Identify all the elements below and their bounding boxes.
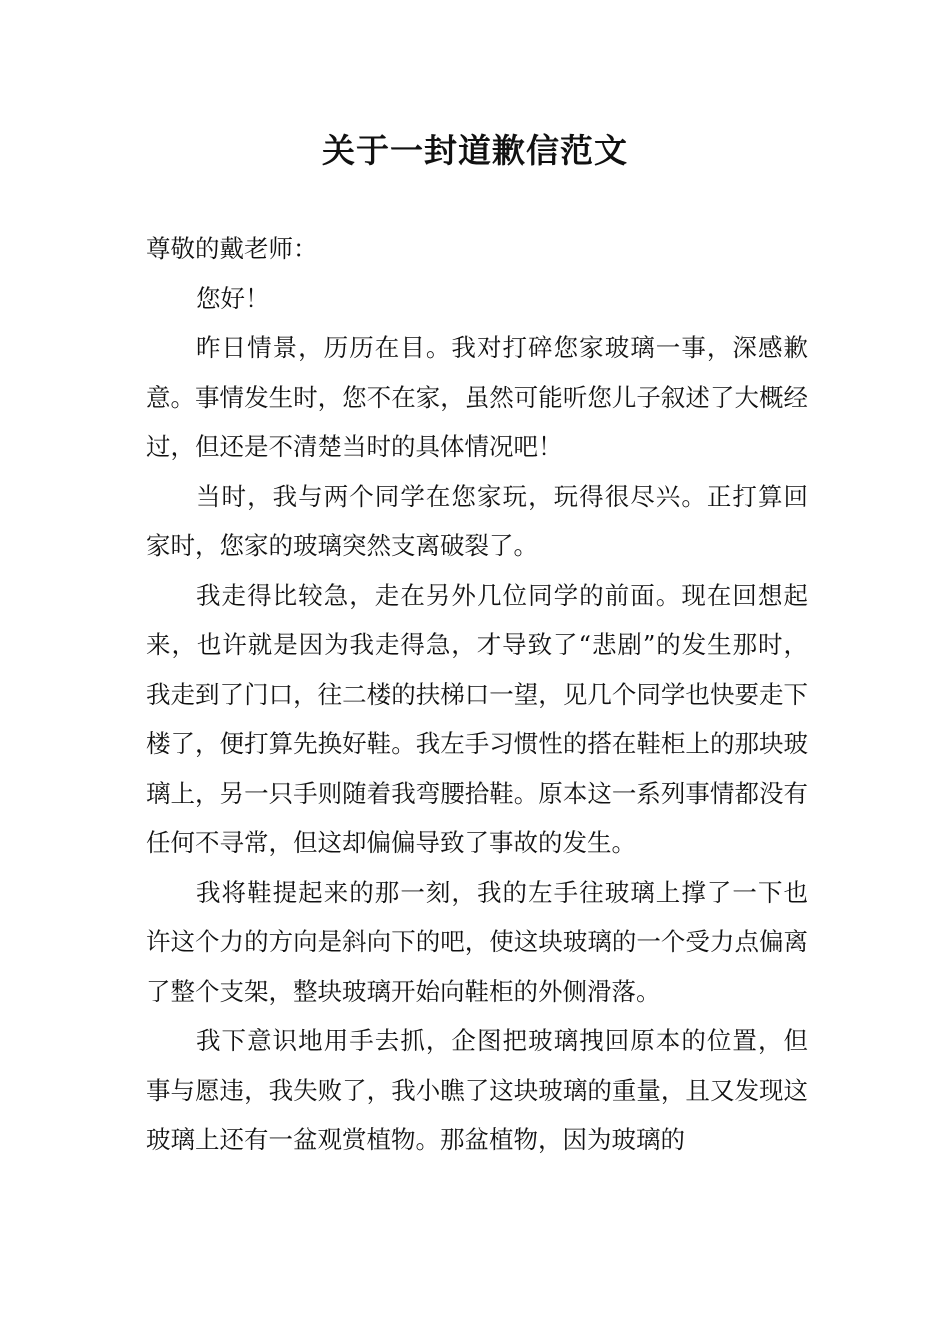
greeting: 您好！ <box>196 283 270 313</box>
salutation: 尊敬的戴老师： <box>146 234 318 263</box>
paragraph: 当时，我与两个同学在您家玩，玩得很尽兴。正打算回家时，您家的玻璃突然支离破裂了。 <box>146 481 808 560</box>
paragraph: 昨日情景，历历在目。我对打碎您家玻璃一事，深感歉意。事情发生时，您不在家，虽然可能听您儿子叙述了大概经过，但还是不清楚当时的具体情况吧！ <box>146 333 808 461</box>
paragraph: 我将鞋提起来的那一刻，我的左手往玻璃上撑了一下也许这个力的方向是斜向下的吧，使这块玻璃的一个受力点偏离了整个支架，整块玻璃开始向鞋柜的外侧滑落。 <box>146 877 808 1006</box>
document-title: 关于一封道歉信范文 <box>322 131 628 170</box>
paragraph: 我走得比较急，走在另外几位同学的前面。现在回想起来，也许就是因为我走得急，才导致了“悲剧”的发生那时，我走到了门口，往二楼的扶梯口一望，见几个同学也快要走下楼了，便打算先换好鞋。我左手习惯性的搭在鞋柜上的那块玻璃上，另一只手则随着我弯腰拾鞋。原本这一系列事情都没有任何不寻常，但这却偏偏导致了事故的发生。 <box>146 580 808 857</box>
letter-body <box>146 224 808 1165</box>
paragraph: 我下意识地用手去抓，企图把玻璃拽回原本的位置，但事与愿违，我失败了，我小瞧了这块玻璃的重量，且又发现这玻璃上还有一盆观赏植物。那盆植物，因为玻璃的 <box>146 1026 808 1154</box>
